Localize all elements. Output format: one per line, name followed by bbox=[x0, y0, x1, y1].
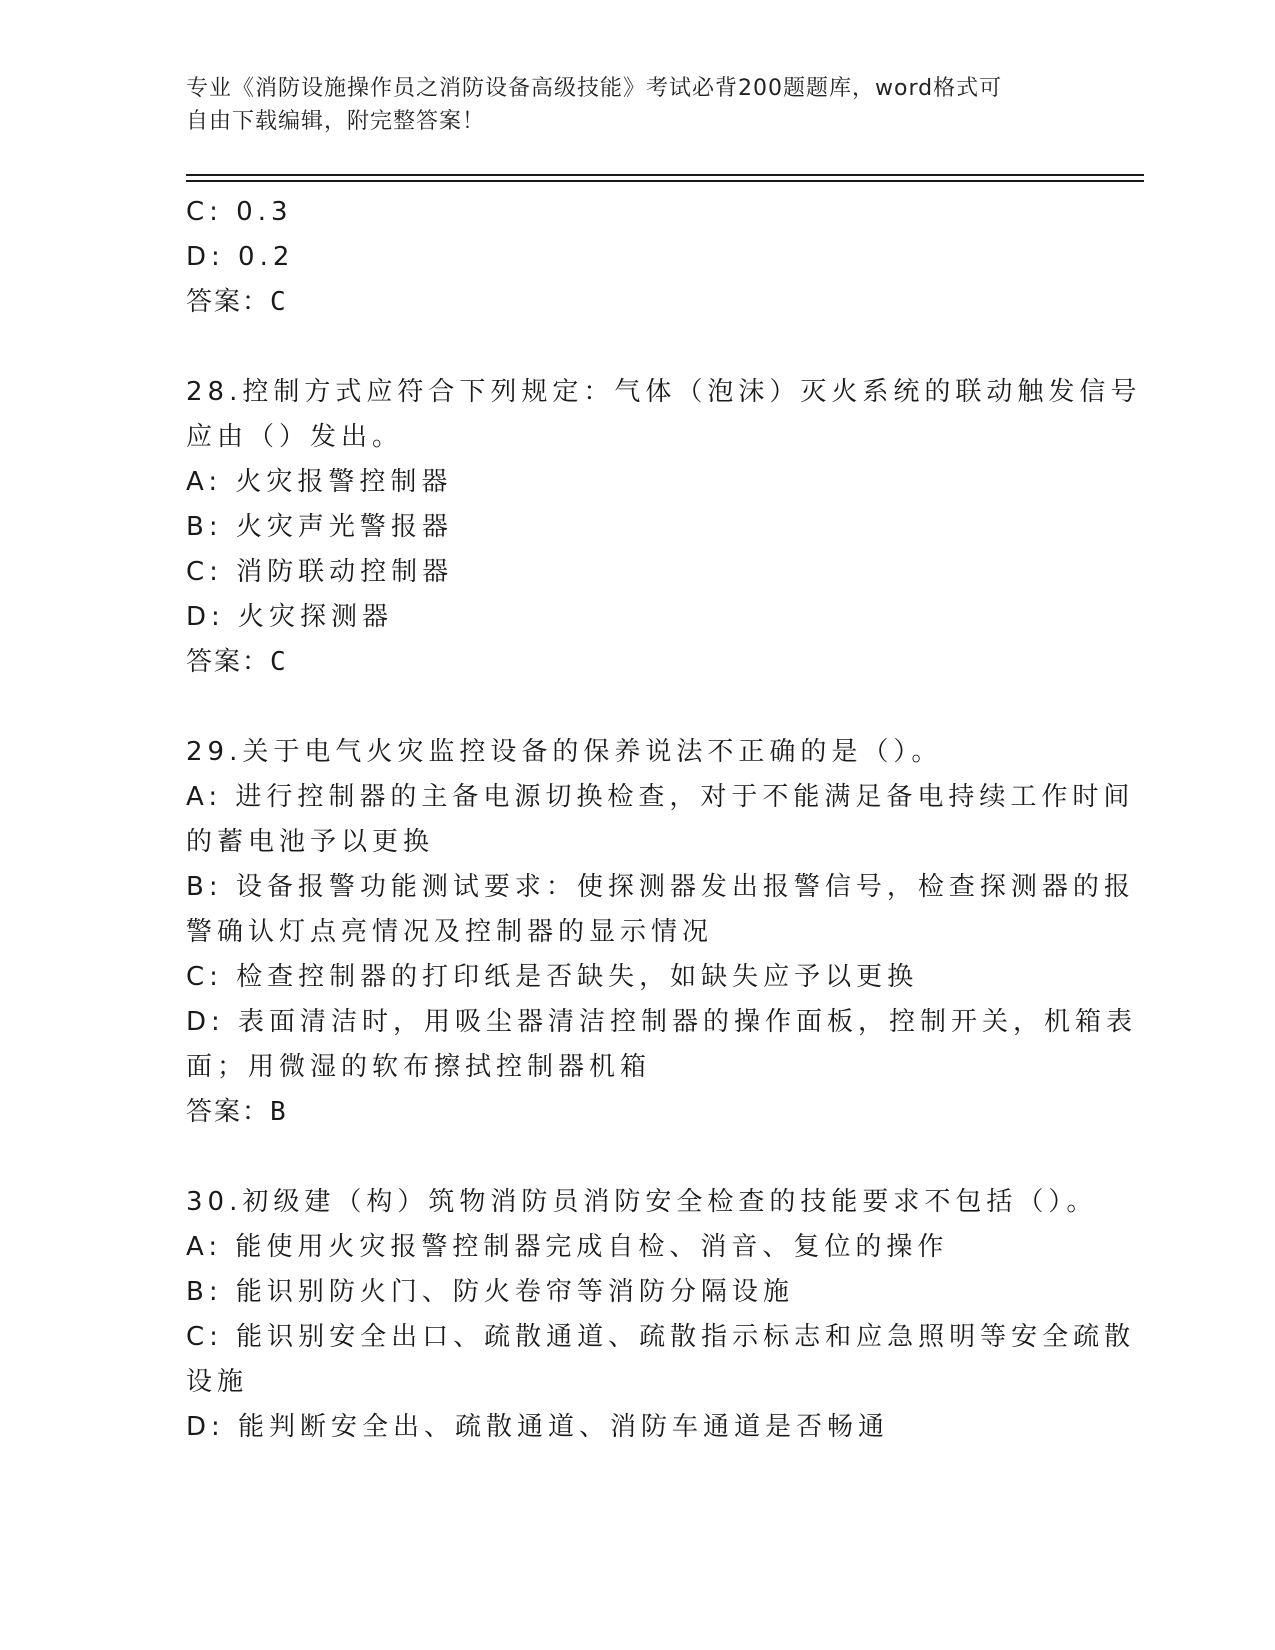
header-line-2: 自由下载编辑，附完整答案！ bbox=[186, 109, 486, 134]
q28-answer-value: C bbox=[270, 647, 286, 677]
q27-answer-value: C bbox=[270, 287, 286, 317]
q29-option-c: C: 检查控制器的打印纸是否缺失，如缺失应予以更换 bbox=[186, 962, 919, 992]
q29-option-d-line-1: D: 表面清洁时，用吸尘器清洁控制器的操作面板，控制开关，机箱表 bbox=[186, 1007, 1138, 1037]
q27-option-c: C: 0.3 bbox=[186, 197, 293, 227]
q30-stem: 30.初级建（构）筑物消防员消防安全检查的技能要求不包括（）。 bbox=[186, 1187, 1098, 1217]
q30-option-d: D: 能判断安全出、疏散通道、消防车通道是否畅通 bbox=[186, 1412, 890, 1442]
spacer bbox=[186, 685, 1086, 730]
header-divider-bottom bbox=[186, 180, 1144, 182]
header-line-1: 专业《消防设施操作员之消防设备高级技能》考试必背200题题库，word格式可 bbox=[186, 76, 1003, 101]
q28-answer-label: 答案： bbox=[186, 647, 271, 677]
q29-answer-value: B bbox=[270, 1097, 286, 1127]
q29-option-a-line-2: 的蓄电池予以更换 bbox=[186, 827, 435, 857]
q29-answer-label: 答案： bbox=[186, 1097, 271, 1127]
q27-option-d: D: 0.2 bbox=[186, 242, 295, 272]
q29-option-a-line-1: A: 进行控制器的主备电源切换检查，对于不能满足备电持续工作时间 bbox=[186, 782, 1135, 812]
q30-option-c-line-2: 设施 bbox=[186, 1367, 249, 1397]
q29-option-b-line-1: B: 设备报警功能测试要求：使探测器发出报警信号，检查探测器的报 bbox=[186, 872, 1135, 902]
q28-option-b: B: 火灾声光警报器 bbox=[186, 512, 453, 542]
q29-option-d-line-2: 面；用微湿的软布擦拭控制器机箱 bbox=[186, 1052, 652, 1082]
q30-option-c-line-1: C: 能识别安全出口、疏散通道、疏散指示标志和应急照明等安全疏散 bbox=[186, 1322, 1136, 1352]
q28-answer bbox=[186, 640, 1086, 685]
document-header bbox=[186, 72, 1066, 138]
q30-option-a: A: 能使用火灾报警控制器完成自检、消音、复位的操作 bbox=[186, 1232, 949, 1262]
spacer bbox=[186, 1135, 1086, 1180]
q28-option-a: A: 火灾报警控制器 bbox=[186, 467, 453, 497]
header-divider-top bbox=[186, 174, 1144, 176]
q28-option-c: C: 消防联动控制器 bbox=[186, 557, 454, 587]
q30-option-b: B: 能识别防火门、防火卷帘等消防分隔设施 bbox=[186, 1277, 794, 1307]
q27-answer-label: 答案： bbox=[186, 287, 271, 317]
q27-answer bbox=[186, 280, 1086, 325]
q28-option-d: D: 火灾探测器 bbox=[186, 602, 394, 632]
q29-stem: 29.关于电气火灾监控设备的保养说法不正确的是（）。 bbox=[186, 737, 943, 767]
q28-stem-line-1: 28.控制方式应符合下列规定：气体（泡沫）灭火系统的联动触发信号 bbox=[186, 377, 1142, 407]
q29-answer bbox=[186, 1090, 1086, 1135]
q29-option-b-line-2: 警确认灯点亮情况及控制器的显示情况 bbox=[186, 917, 714, 947]
q28-stem-line-2: 应由（）发出。 bbox=[186, 422, 404, 452]
spacer bbox=[186, 325, 1086, 370]
question-content bbox=[186, 190, 1142, 1450]
